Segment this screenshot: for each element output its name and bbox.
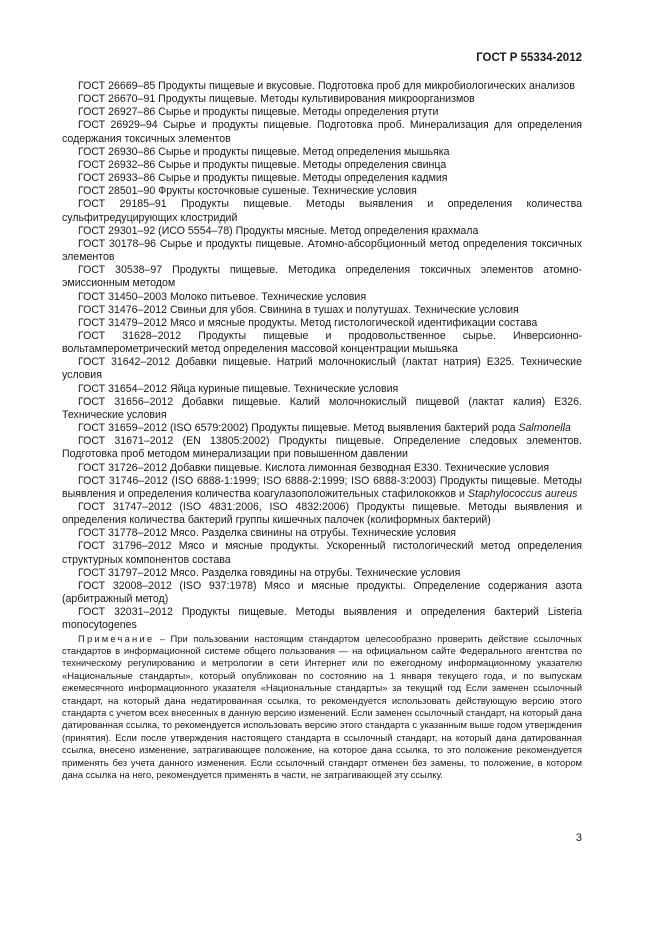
reference-text: ГОСТ 30178–96 Сырье и продукты пищевые. Атомно-абсорбционный метод определения токсичных элементов [62,237,582,264]
reference-item [62,527,582,540]
reference-text: ГОСТ 29301–92 (ИСО 5554–78) Продукты мясные. Метод определения крахмала [78,224,479,237]
reference-item [62,330,582,356]
reference-text: ГОСТ 31659–2012 (ISO 6579:2002) Продукты пищевые. Метод выявления бактерий рода [78,422,519,435]
reference-item [62,146,582,159]
note-label: Примечание [78,632,155,644]
reference-text: ГОСТ 32008–2012 (ISO 937:1978) Мясо и мясные продукты. Определение содержания азота (арбитражный метод) [62,579,582,606]
reference-item [62,462,582,475]
reference-list [62,80,582,633]
reference-text: ГОСТ 26927–86 Сырье и продукты пищевые. Методы определения ртути [78,106,439,119]
reference-item [62,356,582,382]
reference-text: ГОСТ 28501–90 Фрукты косточковые сушеные. Технические условия [78,185,417,198]
reference-text: ГОСТ 26669–85 Продукты пищевые и вкусовые. Подготовка проб для микробиологических анализов [78,80,575,92]
reference-text: ГОСТ 26929–94 Сырье и продукты пищевые. Подготовка проб. Минерализация для определения содержания токсичных элементов [62,119,582,145]
reference-text: ГОСТ 31796–2012 Мясо и мясные продукты. Ускоренный гистологический метод определения структурных компонентов состава [62,540,582,566]
reference-item [62,422,582,435]
reference-text: ГОСТ 31479–2012 Мясо и мясные продукты. Метод гистологической идентификации состава [78,316,538,329]
reference-text: ГОСТ 26670–91 Продукты пищевые. Методы культивирования микроорганизмов [78,93,475,106]
reference-item [62,291,582,304]
reference-item [62,264,582,290]
reference-item [62,501,582,527]
document-code: ГОСТ Р 55334-2012 [476,52,582,64]
reference-item [62,304,582,317]
reference-item [62,172,582,185]
reference-text: ГОСТ 31654–2012 Яйца куриные пищевые. Технические условия [78,382,399,395]
reference-text: ГОСТ 31746–2012 (ISO 6888-1:1999; ISO 6888-2:1999; ISO 6888-3:2003) Продукты пищевые. Методы выявления и определения количества коагулазоположительных стафилококков и [62,474,582,500]
reference-item [62,80,582,93]
reference-text: ГОСТ 31726–2012 Добавки пищевые. Кислота лимонная безводная Е330. Технические условия [78,461,550,474]
reference-item [62,396,582,422]
reference-text: ГОСТ 31476–2012 Свиньи для убоя. Свинина в тушах и полутушах. Технические условия [78,303,519,316]
reference-item [62,580,582,606]
reference-item [62,567,582,580]
reference-text: ГОСТ 26930–86 Сырье и продукты пищевые. Метод определения мышьяка [78,145,450,158]
note-text: – При пользовании настоящим стандартом целесообразно проверить действие ссылочных стандартов в информационной системе общего пользования — на официальном сайте Федерального агентства по техническому регулированию и метрологии в сети Интернет или по ежегодному информационному указателю «Национальные стандарты», который опубликован по состоянию на 1 января текущего года, и по выпускам ежемесячного информационного указателя «Национальные стандарты» за текущий год Если заменен ссылочный стандарт, на который дана недатированная ссылка, то рекомендуется использовать действующую версию этого стандарта с учетом всех внесенных в данную версию изменений. Если заменен ссылочный стандарт, на который дана датированная ссылка, то рекомендуется использовать версию этого стандарта с указанным выше годом утверждения (принятия). Если после утверждения настоящего стандарта в ссылочный стандарт, на который дана датированная ссылка, внесено изменение, затрагивающее положение, на которое дана ссылка, то это положение рекомендуется применять без учета данного изменения. Если ссылочный стандарт отменен без замены, то положение, в котором дана ссылка на него, рекомендуется применять в части, не затрагивающей эту ссылку. [62,632,582,781]
note-paragraph [62,633,582,782]
reference-species: Salmonella [518,422,571,435]
reference-text: ГОСТ 31450–2003 Молоко питьевое. Технические условия [78,290,367,303]
page-number: 3 [575,832,582,844]
normative-references [62,80,582,781]
reference-text: ГОСТ 26933–86 Сырье и продукты пищевые. Методы определения кадмия [78,172,448,185]
reference-text: ГОСТ 31778–2012 Мясо. Разделка свинины на отрубы. Технические условия [78,527,457,540]
reference-item [62,159,582,172]
reference-item [62,540,582,566]
reference-item [62,225,582,238]
reference-text: ГОСТ 31628–2012 Продукты пищевые и продовольственное сырье. Инверсионно-вольтамперометрический метод определения массовой концентрации мышьяка [62,329,582,356]
reference-item [62,93,582,106]
reference-item [62,383,582,396]
reference-item [62,317,582,330]
reference-item [62,238,582,264]
reference-text: ГОСТ 31642–2012 Добавки пищевые. Натрий молочнокислый (лактат натрия) Е325. Технические условия [62,356,582,382]
reference-item [62,106,582,119]
reference-text: ГОСТ 30538–97 Продукты пищевые. Методика определения токсичных элементов атомно-эмиссионным методом [62,264,582,290]
reference-species: Staphylococcus aureus [467,487,578,500]
reference-text: ГОСТ 31671–2012 (EN 13805:2002) Продукты пищевые. Определение следовых элементов. Подготовка проб методом минерализации при повышенном давлении [62,435,582,461]
reference-item [62,185,582,198]
reference-text: ГОСТ 31747–2012 (ISO 4831:2006, ISO 4832:2006) Продукты пищевые. Методы выявления и определения количества бактерий группы кишечных палочек (колиформных бактерий) [62,501,582,527]
reference-item [62,606,582,632]
reference-text: ГОСТ 26932–86 Сырье и продукты пищевые. Методы определения свинца [78,158,447,171]
reference-item [62,435,582,461]
reference-item [62,198,582,224]
reference-text: ГОСТ 29185–91 Продукты пищевые. Методы выявления и определения количества сульфитредуцирующих клостридий [62,198,582,224]
reference-item [62,119,582,145]
reference-text: ГОСТ 32031–2012 Продукты пищевые. Методы выявления и определения бактерий Listeria monocytogenes [62,606,582,632]
reference-text: ГОСТ 31656–2012 Добавки пищевые. Калий молочнокислый пищевой (лактат калия) Е326. Технические условия [62,395,582,421]
reference-text: ГОСТ 31797–2012 Мясо. Разделка говядины на отрубы. Технические условия [78,566,461,579]
reference-item [62,475,582,501]
